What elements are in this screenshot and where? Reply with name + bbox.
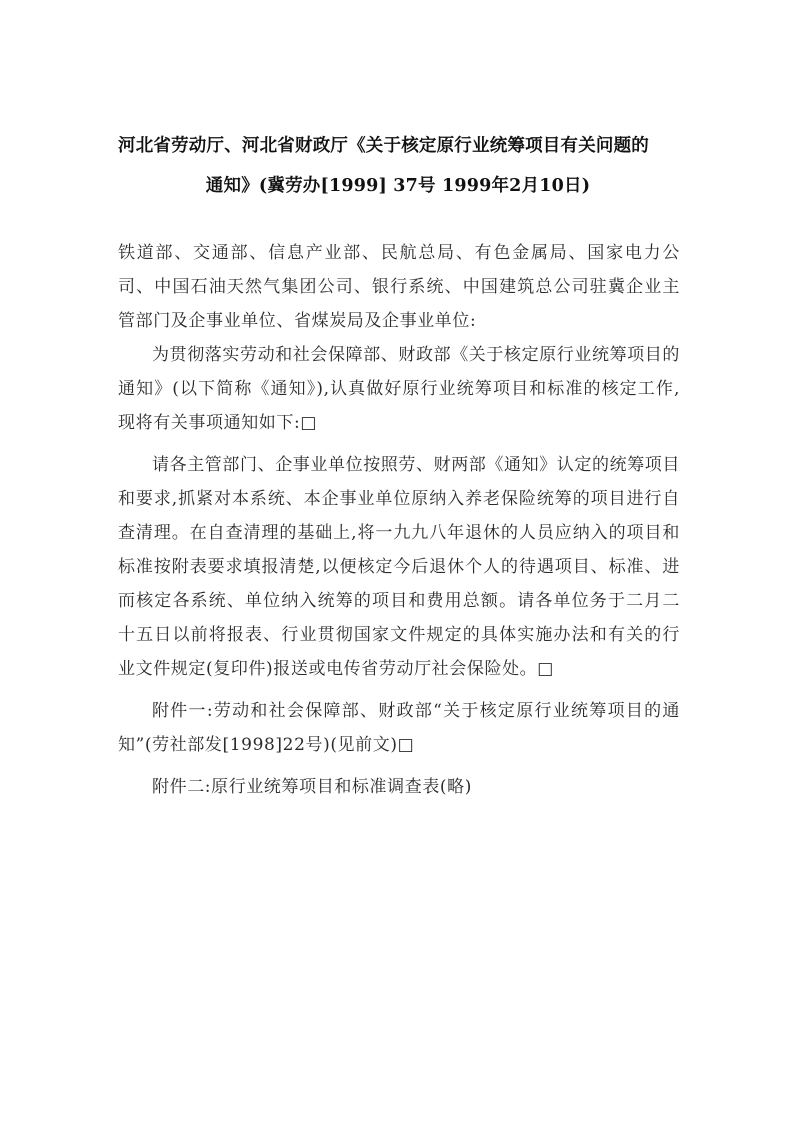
title-line-1: 河北省劳动厅、河北省财政厅《关于核定原行业统筹项目有关问题的: [118, 136, 649, 156]
addressee-paragraph: 铁道部、交通部、信息产业部、民航总局、有色金属局、国家电力公司、中国石油天然气集团公司、银行系统、中国建筑总公司驻冀企业主管部门及企事业单位、省煤炭局及企事业单位:: [118, 243, 680, 331]
attachment-1-paragraph: 附件一:劳动和社会保障部、财政部“关于核定原行业统筹项目的通知”(劳社部发[1998]22号)(见前文)□: [118, 701, 680, 755]
document-title: [118, 126, 678, 206]
instruction-paragraph: 请各主管部门、企事业单位按照劳、财两部《通知》认定的统筹项目和要求,抓紧对本系统、本企事业单位原纳入养老保险统筹的项目进行自查清理。在自查清理的基础上,将一九九八年退休的人员应纳入的项目和标准按附表要求填报清楚,以便核定今后退休个人的待遇项目、标准、进而核定各系统、单位纳入统筹的项目和费用总额。请各单位务于二月二十五日以前将报表、行业贯彻国家文件规定的具体实施办法和有关的行业文件规定(复印件)报送或电传省劳动厅社会保险处。□: [118, 455, 680, 679]
document-body: [118, 236, 680, 804]
title-line-2: 通知》(冀劳办[1999] 37号 1999年2月10日): [205, 176, 591, 196]
intro-paragraph: 为贯彻落实劳动和社会保障部、财政部《关于核定原行业统筹项目的通知》(以下简称《通知》),认真做好原行业统筹项目和标准的核定工作,现将有关事项通知如下:□: [118, 345, 680, 433]
attachment-2-paragraph: 附件二:原行业统筹项目和标准调查表(略): [152, 777, 472, 797]
